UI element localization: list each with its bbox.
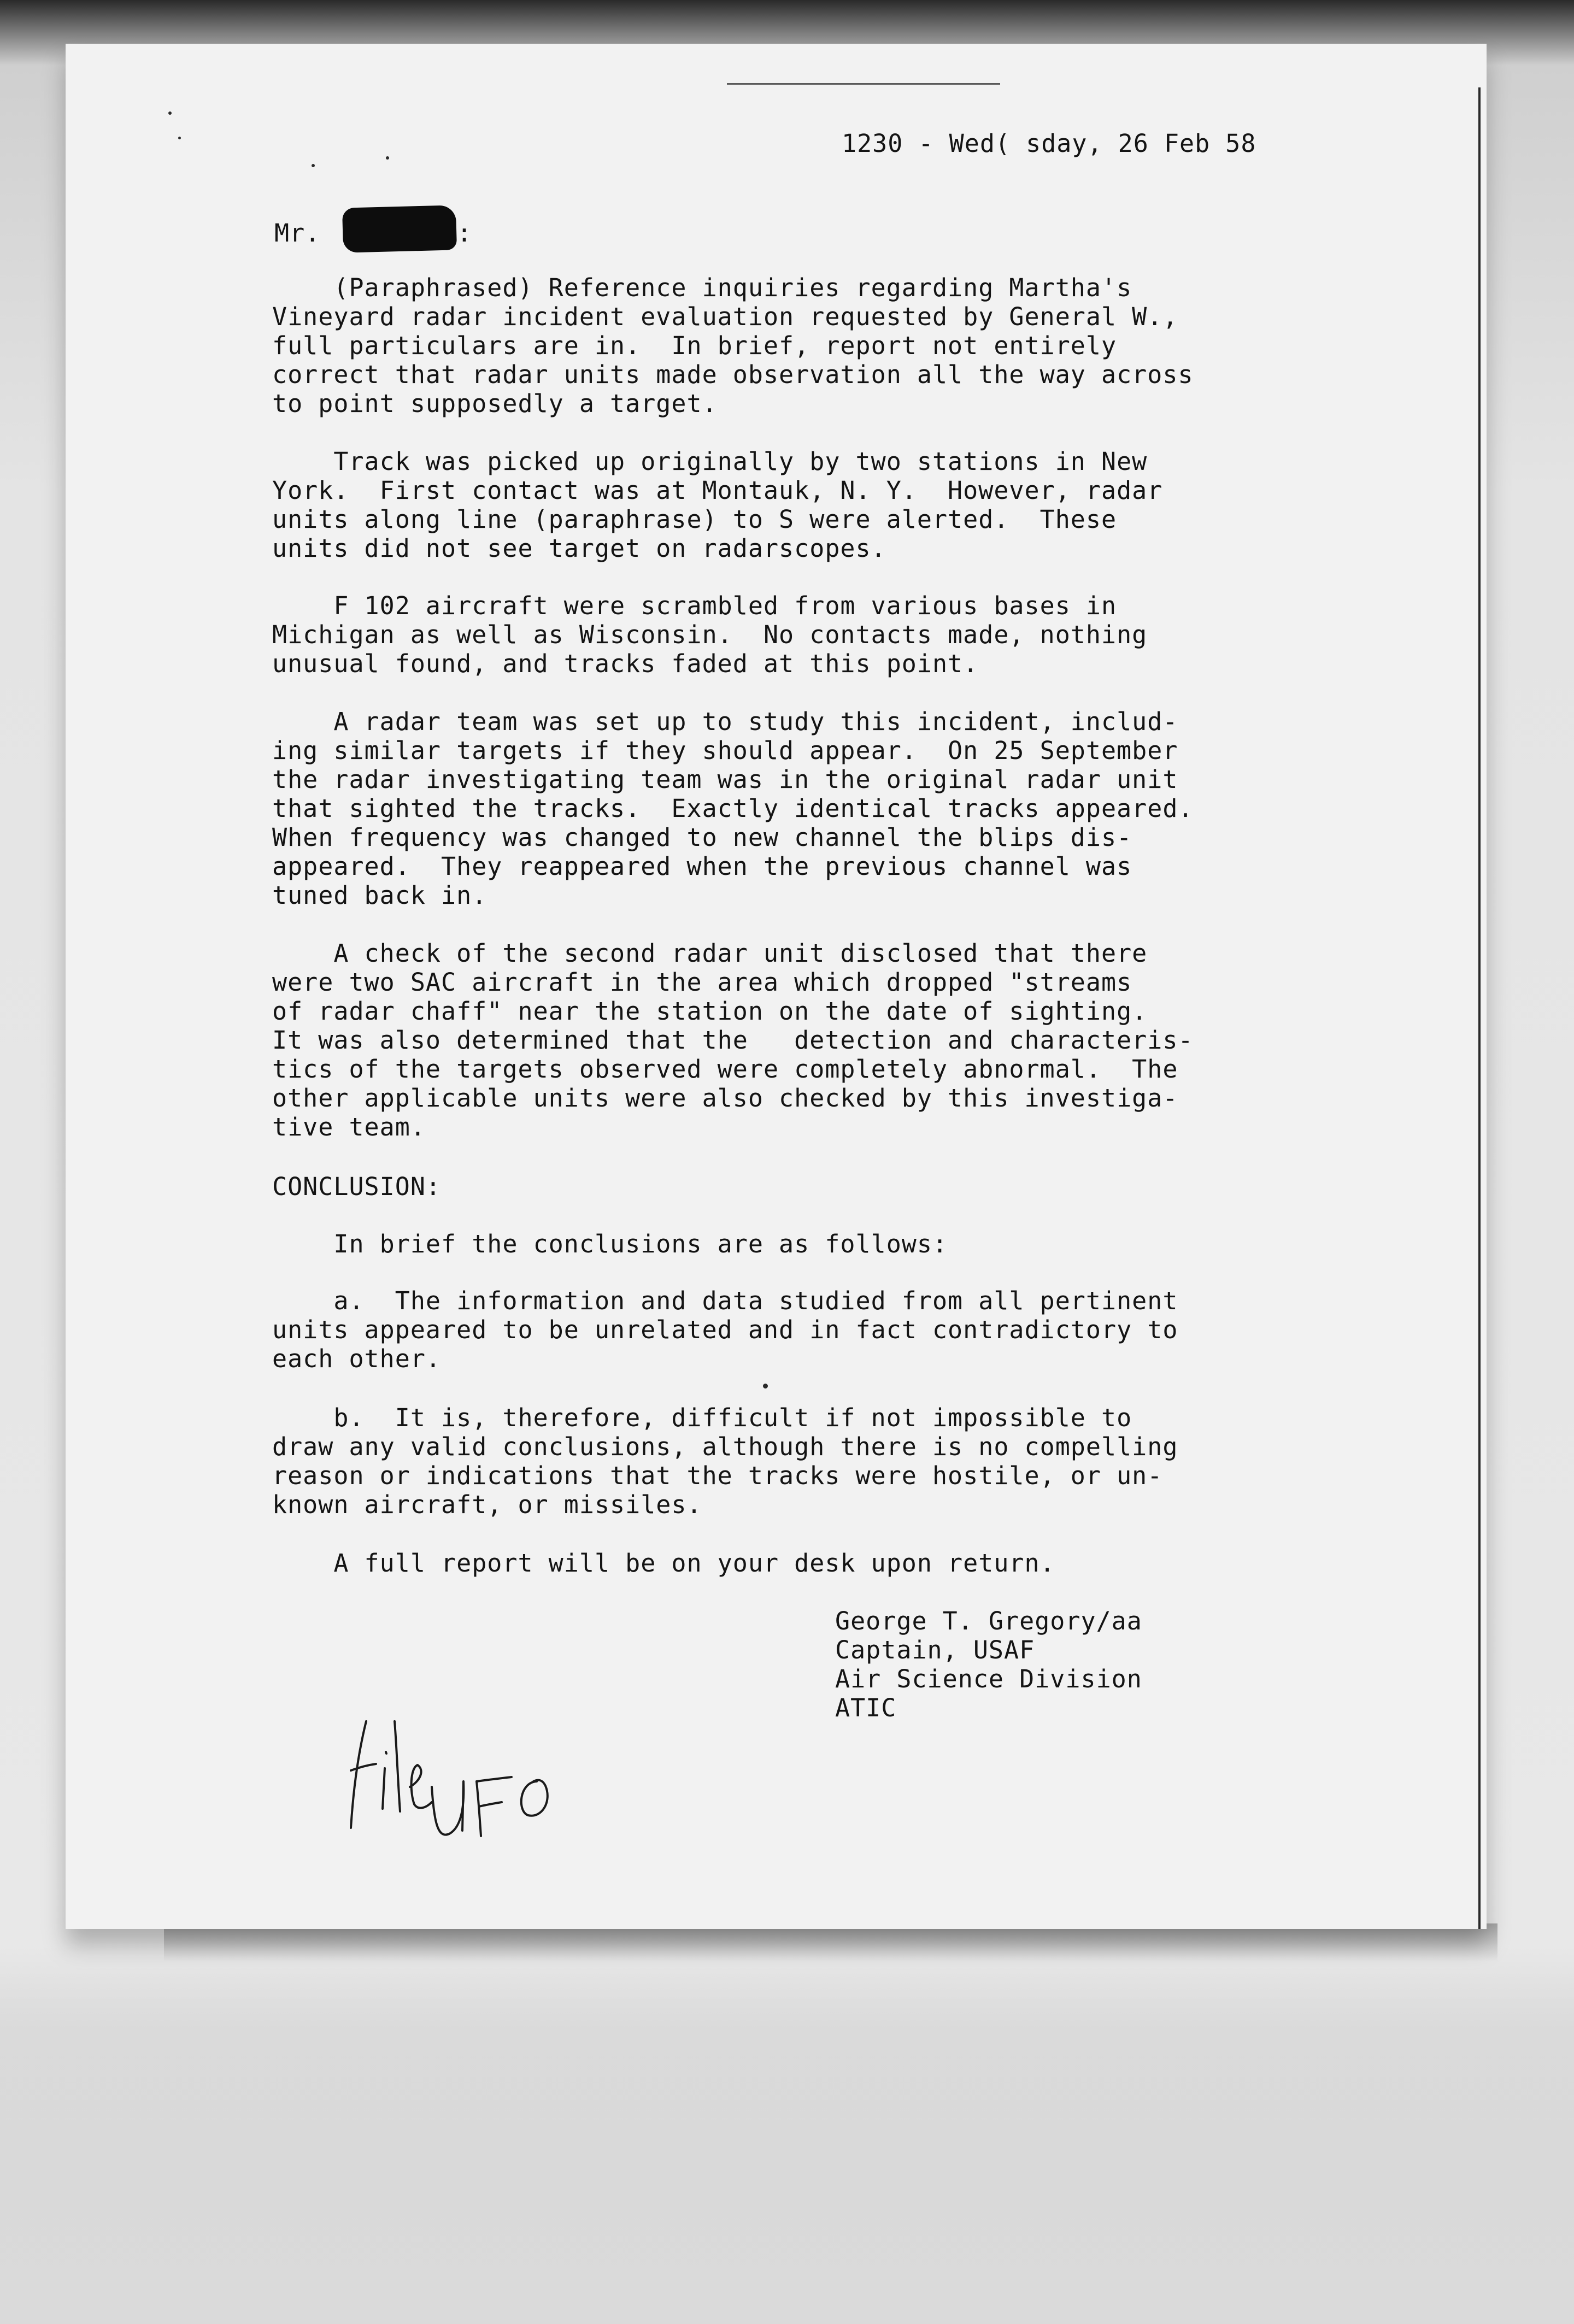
signature-block: George T. Gregory/aa Captain, USAF Air Science Division ATIC xyxy=(835,1607,1142,1722)
paragraph-radar-team: A radar team was set up to study this incident, includ- ing similar targets if they should appear. On 25 September the radar investigating team was in the original radar unit that sighted the tracks. Exactly identical tracks appeared. When frequency was changed to new channel the blips dis- appeared. They reappeared when the previous channel was tuned back in. xyxy=(272,707,1194,910)
handwritten-file-ufo-note xyxy=(328,1699,612,1863)
scan-speck xyxy=(178,137,181,139)
addressee-salutation: Mr. xyxy=(274,219,321,248)
paragraph-f102-scramble: F 102 aircraft were scrambled from various bases in Michigan as well as Wisconsin. No contacts made, nothing unusual found, and tracks faded at this point. xyxy=(272,591,1148,678)
paragraph-second-unit-check: A check of the second radar unit disclosed that there were two SAC aircraft in the area which dropped "streams of radar chaff" near the station on the date of sighting. It was also determined that the detection and characteris- tics of the targets observed were completely abnormal. The other applicable units were also checked by this investiga- tive team. xyxy=(272,939,1194,1142)
right-margin-rule xyxy=(1478,87,1481,1929)
paragraph-full-report: A full report will be on your desk upon return. xyxy=(272,1549,1055,1578)
conclusion-item-b: b. It is, therefore, difficult if not impossible to draw any valid conclusions, although there is no compelling reason or indications that the tracks were hostile, or un- known aircraft, or missiles. xyxy=(272,1403,1178,1519)
addressee-colon: : xyxy=(457,219,473,248)
scan-bottom-area xyxy=(0,1945,1574,2324)
redaction-mark xyxy=(342,205,457,252)
conclusion-item-a: a. The information and data studied from all pertinent units appeared to be unrelated and in fact contradictory to each other. xyxy=(272,1286,1178,1373)
scan-speck xyxy=(168,111,172,115)
top-rule xyxy=(727,83,1000,85)
scan-speck xyxy=(763,1384,768,1388)
paragraph-paraphrased-reference: (Paraphrased) Reference inquiries regarding Martha's Vineyard radar incident evaluation requested by General W., full particulars are in. In brief, report not entirely correct that radar units made observation all the way across to point supposedly a target. xyxy=(272,273,1194,418)
scan-speck xyxy=(312,164,315,167)
paragraph-conclusions-intro: In brief the conclusions are as follows: xyxy=(272,1229,948,1258)
paragraph-track-pickup: Track was picked up originally by two stations in New York. First contact was at Montauk, N. Y. However, radar units along line (paraphrase) to S were alerted. These units did not see target on radarscopes. xyxy=(272,447,1163,563)
date-line: 1230 - Wed( sday, 26 Feb 58 xyxy=(842,129,1256,158)
scan-speck xyxy=(386,156,389,160)
conclusion-heading: CONCLUSION: xyxy=(272,1172,442,1201)
sheet-shadow xyxy=(164,1923,1497,1962)
